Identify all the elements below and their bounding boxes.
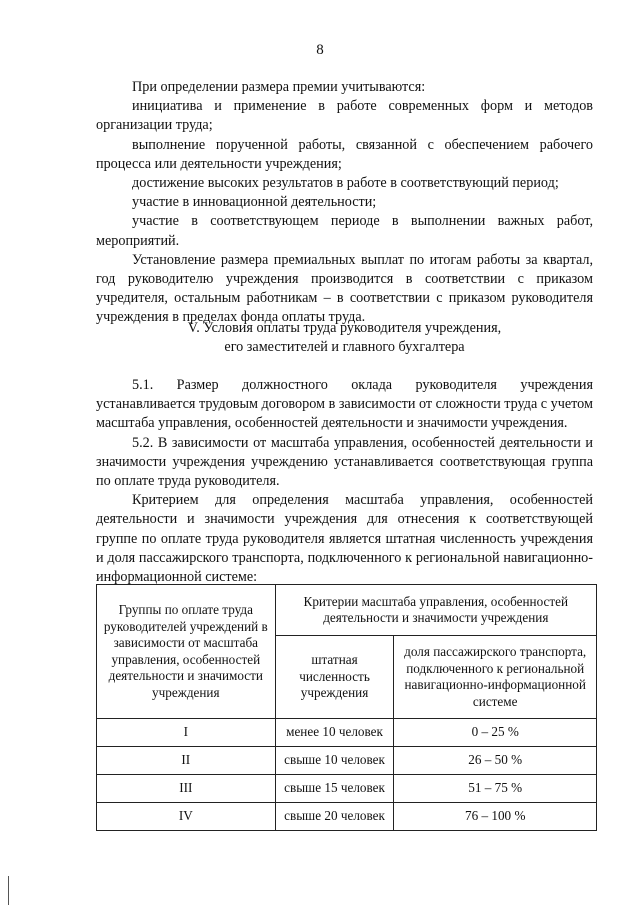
table-row [97, 719, 597, 747]
criteria-table [96, 584, 597, 831]
staff-cell: менее 10 человек [275, 719, 394, 747]
bonus-closing: Установление размера премиальных выплат по итогам работы за квартал, год руководителю учреждения производится в соответствии с приказом учредителя, остальным работникам – в соответствии с приказом руководителя учреждения в пределах фонда оплаты труда. [96, 251, 593, 326]
section-v-heading-line2: его заместителей и главного бухгалтера [224, 339, 465, 356]
share-cell: 51 – 75 % [394, 775, 597, 803]
scan-edge-mark [8, 876, 9, 905]
bonus-intro: При определении размера премии учитываются: [132, 79, 426, 95]
section-v-body [96, 376, 593, 587]
section-v-heading [96, 319, 593, 357]
group-cell: I [97, 719, 276, 747]
table-row [97, 775, 597, 803]
staff-cell: свыше 15 человек [275, 775, 394, 803]
paragraph-5-2: 5.2. В зависимости от масштаба управления, особенностей деятельности и значимости учреждения учреждению устанавливается соответствующая группа по оплате труда руководителя. [96, 434, 593, 490]
paragraph-5-1: 5.1. Размер должностного оклада руководителя учреждения устанавливается трудовым договором в зависимости от сложности труда с учетом масштаба управления, особенностей деятельности и значимости учреждения. [96, 377, 593, 432]
section-v-heading-line1: V. Условия оплаты труда руководителя учреждения, [187, 320, 502, 336]
bonus-item: выполнение порученной работы, связанной с обеспечением рабочего процесса или деятельности учреждения; [96, 136, 593, 172]
group-cell: II [97, 747, 276, 775]
header-staff-cell: штатная численность учреждения [275, 636, 394, 719]
header-criteria-cell: Критерии масштаба управления, особенностей деятельности и значимости учреждения [275, 585, 596, 636]
page-number: 8 [316, 42, 324, 58]
table-header-row [97, 585, 597, 636]
share-cell: 76 – 100 % [394, 803, 597, 831]
table-row [97, 747, 597, 775]
table-row [97, 803, 597, 831]
header-group-cell: Группы по оплате труда руководителей учреждений в зависимости от масштаба управления, особенностей деятельности и значимости учреждения [97, 585, 276, 719]
group-cell: III [97, 775, 276, 803]
paragraph-criteria: Критерием для определения масштаба управления, особенностей деятельности и значимости учреждения для отнесения к соответствующей группе по оплате труда руководителя является штатная численность учреждения и доля пассажирского транспорта, подключенного к региональной навигационно-информационной системе: [96, 492, 593, 586]
bonus-item: достижение высоких результатов в работе в соответствующий период; [132, 175, 559, 192]
bonus-item: инициатива и применение в работе современных форм и методов организации труда; [96, 98, 593, 134]
staff-cell: свыше 20 человек [275, 803, 394, 831]
bonus-section [96, 78, 593, 328]
group-cell: IV [97, 803, 276, 831]
bonus-item: участие в соответствующем периоде в выполнении важных работ, мероприятий. [96, 213, 593, 249]
header-share-cell: доля пассажирского транспорта, подключенного к региональной навигационно-информационной системе [394, 636, 597, 719]
staff-cell: свыше 10 человек [275, 747, 394, 775]
share-cell: 0 – 25 % [394, 719, 597, 747]
share-cell: 26 – 50 % [394, 747, 597, 775]
bonus-item: участие в инновационной деятельности; [132, 194, 377, 211]
